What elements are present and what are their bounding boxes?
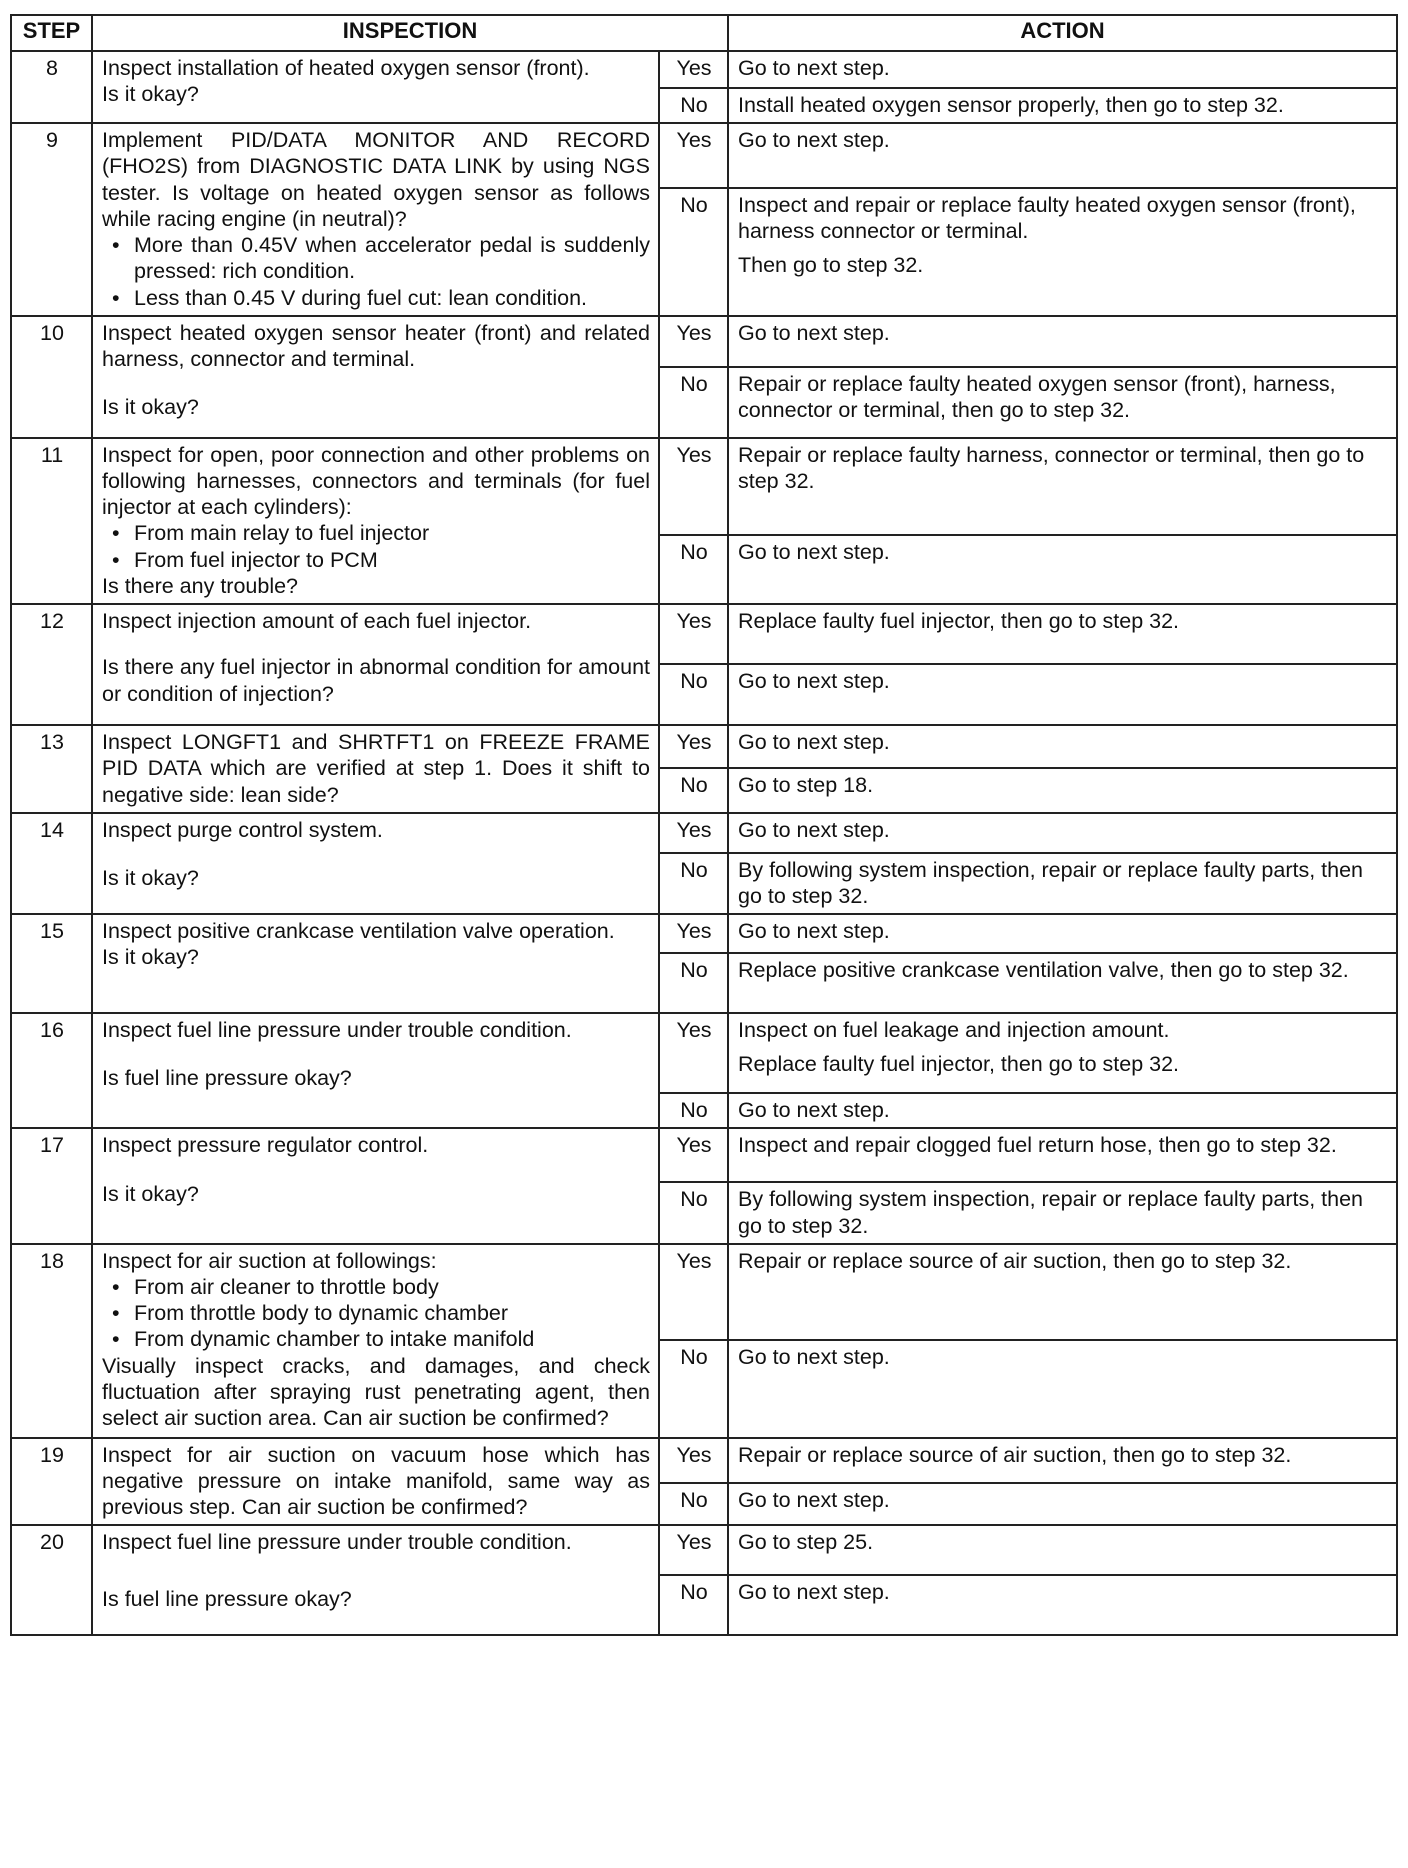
inspection-bullet: • From dynamic chamber to intake manifold bbox=[102, 1326, 650, 1352]
action-text: Go to step 18. bbox=[738, 773, 874, 798]
inspection-text: Inspect heated oxygen sensor heater (front) and related harness, connector and terminal. bbox=[102, 320, 650, 371]
no-action bbox=[728, 768, 1397, 812]
step-number: 15 bbox=[11, 914, 92, 1013]
action-text: Go to next step. bbox=[738, 817, 890, 842]
inspection-question: Is there any trouble? bbox=[102, 573, 299, 598]
yes-action bbox=[728, 1244, 1397, 1340]
inspection-cell bbox=[92, 51, 659, 123]
step-number: 17 bbox=[11, 1128, 92, 1243]
inspection-cell bbox=[92, 1128, 659, 1243]
inspection-question: Visually inspect cracks, and damages, and check fluctuation after spraying rust penetrating agent, then select air suction area. Can air suction be confirmed? bbox=[102, 1353, 650, 1431]
yes-label: Yes bbox=[659, 813, 728, 853]
step-number: 8 bbox=[11, 51, 92, 123]
yes-action bbox=[728, 438, 1397, 535]
yes-label: Yes bbox=[659, 123, 728, 188]
yes-label: Yes bbox=[659, 51, 728, 88]
inspection-bullet: • From throttle body to dynamic chamber bbox=[102, 1300, 650, 1326]
action-text: Go to next step. bbox=[738, 128, 890, 153]
inspection-text: Inspect fuel line pressure under trouble condition. bbox=[102, 1530, 572, 1555]
no-label: No bbox=[659, 768, 728, 812]
step-number: 11 bbox=[11, 438, 92, 604]
yes-label: Yes bbox=[659, 604, 728, 664]
inspection-text: Inspect for air suction on vacuum hose which has negative pressure on intake manifold, same way as previous step. Can air suction be confirmed? bbox=[102, 1442, 650, 1520]
action-text: Replace positive crankcase ventilation valve, then go to step 32. bbox=[738, 958, 1349, 983]
no-label: No bbox=[659, 367, 728, 438]
inspection-question: Is it okay? bbox=[102, 395, 199, 420]
yes-action bbox=[728, 51, 1397, 88]
no-action bbox=[728, 1340, 1397, 1438]
no-action bbox=[728, 1483, 1397, 1526]
no-action bbox=[728, 1182, 1397, 1243]
no-label: No bbox=[659, 1182, 728, 1243]
no-action bbox=[728, 535, 1397, 604]
step-number: 9 bbox=[11, 123, 92, 316]
no-action bbox=[728, 1575, 1397, 1635]
action-text: Go to next step. bbox=[738, 1580, 890, 1605]
action-text: Inspect on fuel leakage and injection amount. bbox=[738, 1018, 1170, 1043]
inspection-cell bbox=[92, 438, 659, 604]
header-action: ACTION bbox=[728, 15, 1397, 51]
inspection-cell bbox=[92, 813, 659, 914]
header-inspection: INSPECTION bbox=[92, 15, 728, 51]
inspection-cell bbox=[92, 914, 659, 1013]
inspection-cell bbox=[92, 1013, 659, 1128]
table-row bbox=[11, 725, 1397, 768]
inspection-text: Is it okay? bbox=[102, 82, 199, 107]
inspection-cell bbox=[92, 1525, 659, 1635]
action-text: Go to next step. bbox=[738, 56, 890, 80]
yes-action bbox=[728, 316, 1397, 367]
action-text: Replace faulty fuel injector, then go to step 32. bbox=[738, 1052, 1180, 1077]
yes-label: Yes bbox=[659, 316, 728, 367]
no-label: No bbox=[659, 1093, 728, 1128]
action-text: Go to next step. bbox=[738, 1487, 890, 1512]
inspection-question: Is fuel line pressure okay? bbox=[102, 1066, 352, 1091]
no-label: No bbox=[659, 664, 728, 725]
no-label: No bbox=[659, 88, 728, 123]
yes-action bbox=[728, 725, 1397, 768]
table-row bbox=[11, 438, 1397, 535]
inspection-bullet: • From air cleaner to throttle body bbox=[102, 1274, 650, 1300]
table-row bbox=[11, 123, 1397, 188]
header-row bbox=[11, 15, 1397, 51]
inspection-cell bbox=[92, 316, 659, 438]
diagnostic-table bbox=[10, 14, 1398, 1636]
inspection-bullet: • Less than 0.45 V during fuel cut: lean condition. bbox=[102, 285, 650, 311]
step-number: 12 bbox=[11, 604, 92, 725]
no-action bbox=[728, 88, 1397, 123]
inspection-text: Inspect positive crankcase ventilation valve operation. bbox=[102, 919, 615, 944]
no-label: No bbox=[659, 535, 728, 604]
inspection-question: Is it okay? bbox=[102, 1181, 199, 1206]
action-text: Go to next step. bbox=[738, 320, 890, 345]
no-label: No bbox=[659, 1575, 728, 1635]
table-row bbox=[11, 813, 1397, 853]
action-text: Go to next step. bbox=[738, 669, 890, 694]
action-text: Replace faulty fuel injector, then go to step 32. bbox=[738, 609, 1180, 634]
table-row bbox=[11, 1438, 1397, 1483]
table-row bbox=[11, 1525, 1397, 1575]
inspection-bullet: • From main relay to fuel injector bbox=[102, 520, 650, 546]
yes-action bbox=[728, 1438, 1397, 1483]
action-text: Install heated oxygen sensor properly, then go to step 32. bbox=[738, 93, 1284, 117]
no-action bbox=[728, 664, 1397, 725]
yes-label: Yes bbox=[659, 1013, 728, 1093]
yes-label: Yes bbox=[659, 1525, 728, 1575]
yes-action bbox=[728, 914, 1397, 953]
inspection-cell bbox=[92, 123, 659, 316]
yes-action bbox=[728, 1128, 1397, 1182]
yes-action bbox=[728, 1013, 1397, 1093]
yes-label: Yes bbox=[659, 1438, 728, 1483]
step-number: 20 bbox=[11, 1525, 92, 1635]
action-text: Go to next step. bbox=[738, 730, 890, 755]
yes-label: Yes bbox=[659, 725, 728, 768]
inspection-text: Inspect purge control system. bbox=[102, 817, 383, 842]
inspection-bullet: • From fuel injector to PCM bbox=[102, 547, 650, 573]
no-action bbox=[728, 853, 1397, 914]
action-text: Repair or replace source of air suction, then go to step 32. bbox=[738, 1248, 1292, 1273]
inspection-text: Inspect installation of heated oxygen sensor (front). bbox=[102, 56, 590, 80]
inspection-cell bbox=[92, 604, 659, 725]
no-label: No bbox=[659, 1483, 728, 1526]
action-text: Inspect and repair clogged fuel return hose, then go to step 32. bbox=[738, 1133, 1337, 1158]
step-number: 18 bbox=[11, 1244, 92, 1438]
inspection-question: Is it okay? bbox=[102, 865, 199, 890]
inspection-text: Inspect for open, poor connection and other problems on following harnesses, connectors and terminals (for fuel injector at each cylinders): bbox=[102, 442, 650, 520]
no-label: No bbox=[659, 188, 728, 316]
diagnostic-procedure-sheet bbox=[10, 14, 1396, 1636]
inspection-question: Is fuel line pressure okay? bbox=[102, 1586, 352, 1611]
table-row bbox=[11, 316, 1397, 367]
no-action bbox=[728, 1093, 1397, 1128]
step-number: 14 bbox=[11, 813, 92, 914]
table-row bbox=[11, 1244, 1397, 1340]
no-action bbox=[728, 367, 1397, 438]
yes-action bbox=[728, 123, 1397, 188]
action-text: Then go to step 32. bbox=[738, 253, 924, 278]
action-text: Go to next step. bbox=[738, 1098, 890, 1123]
step-number: 10 bbox=[11, 316, 92, 438]
yes-action bbox=[728, 813, 1397, 853]
table-row bbox=[11, 1013, 1397, 1093]
table-body bbox=[11, 51, 1397, 1635]
table-row bbox=[11, 51, 1397, 88]
inspection-text: Inspect LONGFT1 and SHRTFT1 on FREEZE FRAME PID DATA which are verified at step 1. Does it shift to negative side: lean side? bbox=[102, 730, 650, 807]
no-label: No bbox=[659, 1340, 728, 1438]
inspection-cell bbox=[92, 1244, 659, 1438]
inspection-cell bbox=[92, 725, 659, 813]
no-label: No bbox=[659, 853, 728, 914]
step-number: 16 bbox=[11, 1013, 92, 1128]
yes-label: Yes bbox=[659, 1244, 728, 1340]
action-text: Go to next step. bbox=[738, 539, 890, 564]
action-text: By following system inspection, repair or replace faulty parts, then go to step 32. bbox=[738, 1187, 1363, 1238]
action-text: Go to next step. bbox=[738, 1344, 890, 1369]
inspection-text: Inspect for air suction at followings: bbox=[102, 1248, 437, 1273]
table-row bbox=[11, 1128, 1397, 1182]
yes-label: Yes bbox=[659, 1128, 728, 1182]
no-action bbox=[728, 188, 1397, 316]
inspection-question: Is it okay? bbox=[102, 945, 199, 970]
header-step: STEP bbox=[11, 15, 92, 51]
yes-label: Yes bbox=[659, 438, 728, 535]
table-row bbox=[11, 604, 1397, 664]
yes-action bbox=[728, 1525, 1397, 1575]
step-number: 13 bbox=[11, 725, 92, 813]
action-text: Repair or replace faulty harness, connector or terminal, then go to step 32. bbox=[738, 442, 1365, 493]
inspection-text: Inspect pressure regulator control. bbox=[102, 1133, 429, 1158]
no-label: No bbox=[659, 953, 728, 1013]
action-text: Inspect and repair or replace faulty heated oxygen sensor (front), harness connector or terminal. bbox=[738, 192, 1356, 243]
yes-action bbox=[728, 604, 1397, 664]
inspection-text: Inspect injection amount of each fuel injector. bbox=[102, 609, 532, 634]
inspection-text: Implement PID/DATA MONITOR AND RECORD (FHO2S) from DIAGNOSTIC DATA LINK by using NGS tester. Is voltage on heated oxygen sensor as follows while racing engine (in neutral)? bbox=[102, 128, 650, 231]
action-text: Go to next step. bbox=[738, 919, 890, 944]
table-row bbox=[11, 914, 1397, 953]
no-action bbox=[728, 953, 1397, 1013]
inspection-cell bbox=[92, 1438, 659, 1526]
inspection-bullet: • More than 0.45V when accelerator pedal is suddenly pressed: rich condition. bbox=[102, 232, 650, 284]
action-text: Repair or replace faulty heated oxygen sensor (front), harness, connector or terminal, then go to step 32. bbox=[738, 371, 1336, 422]
action-text: By following system inspection, repair or replace faulty parts, then go to step 32. bbox=[738, 857, 1363, 908]
step-number: 19 bbox=[11, 1438, 92, 1526]
action-text: Go to step 25. bbox=[738, 1530, 874, 1555]
yes-label: Yes bbox=[659, 914, 728, 953]
inspection-text: Inspect fuel line pressure under trouble condition. bbox=[102, 1018, 572, 1043]
action-text: Repair or replace source of air suction, then go to step 32. bbox=[738, 1442, 1292, 1467]
inspection-question: Is there any fuel injector in abnormal condition for amount or condition of injection? bbox=[102, 655, 650, 706]
